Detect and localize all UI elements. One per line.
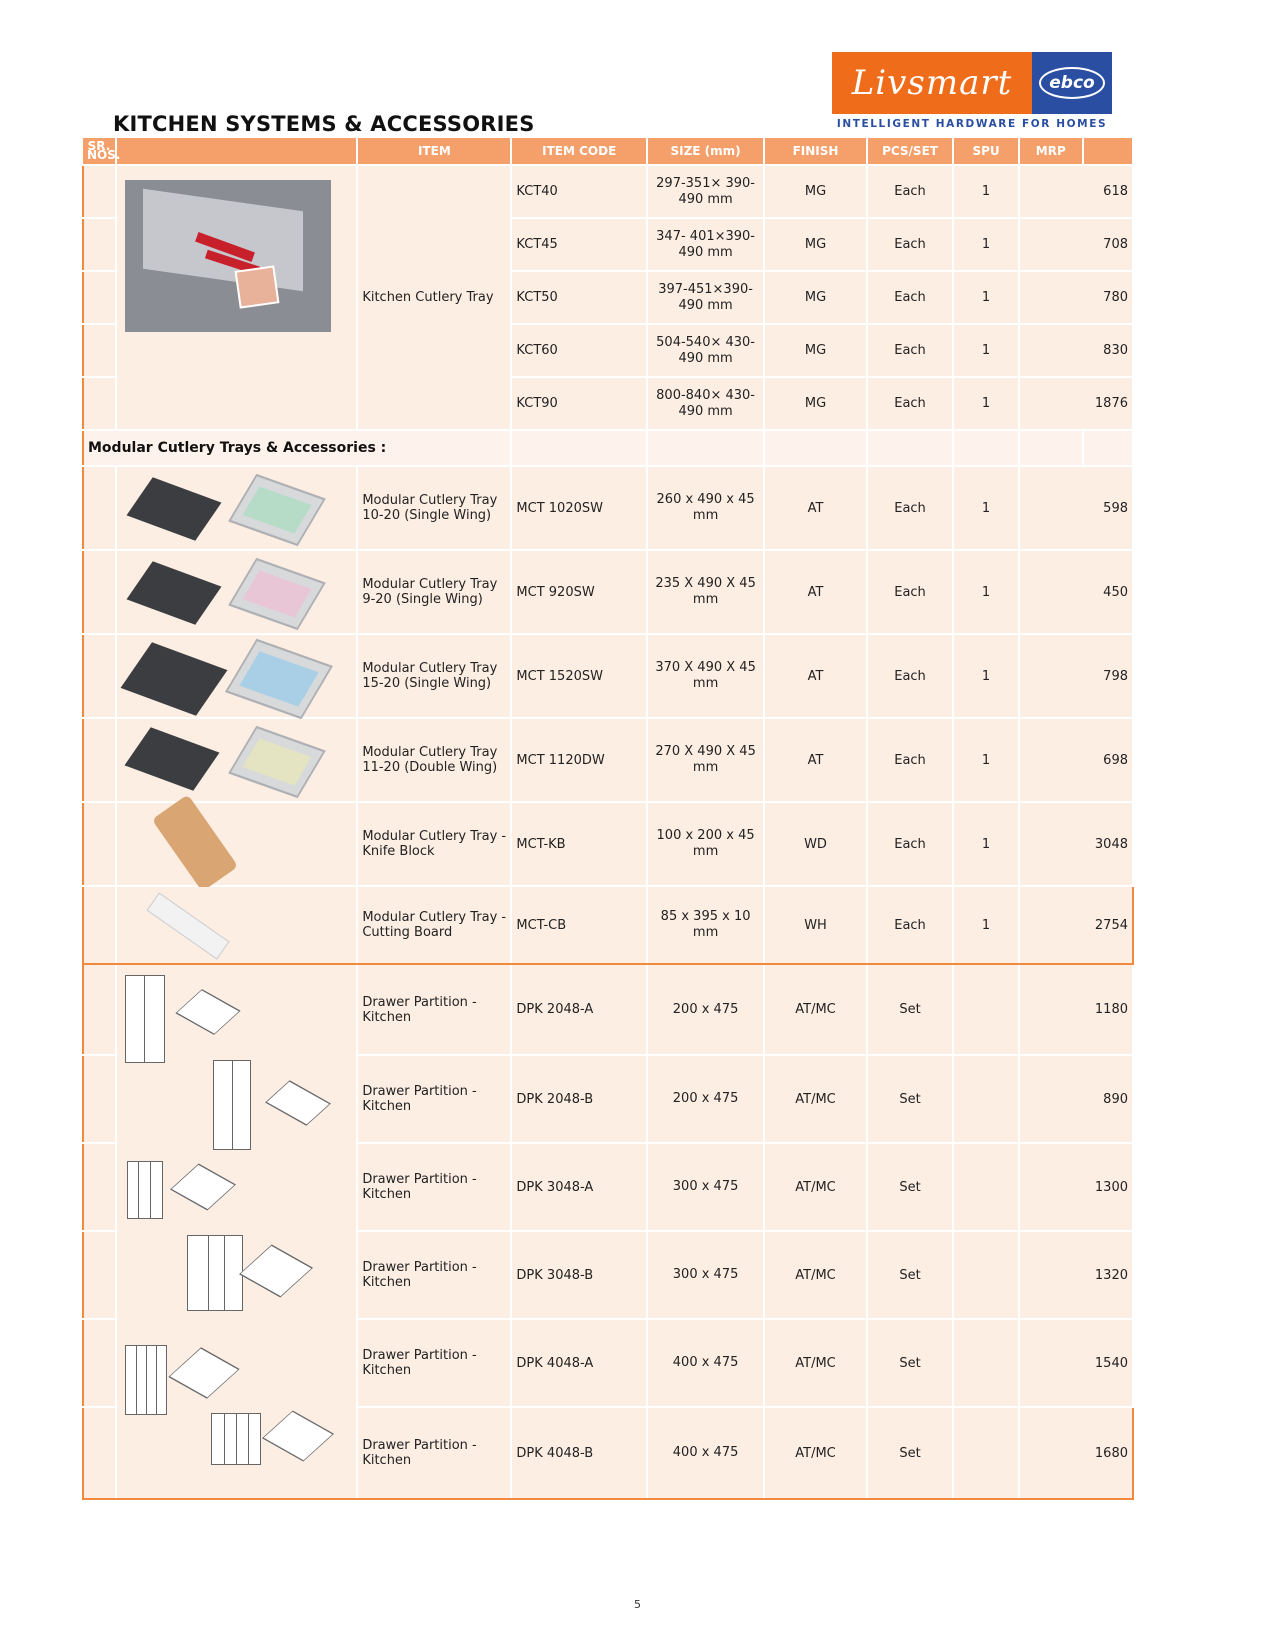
product-image-cell — [116, 550, 357, 634]
item-code: DPK 3048-A — [511, 1143, 647, 1231]
item-name: Modular Cutlery Tray 15-20 (Single Wing) — [357, 634, 511, 718]
item-name: Drawer Partition - Kitchen — [357, 1055, 511, 1143]
sr-cell — [83, 634, 116, 718]
item-name: Drawer Partition - Kitchen — [357, 1407, 511, 1499]
header-size: SIZE (mm) — [647, 138, 764, 165]
item-mrp: 598 — [1019, 466, 1133, 550]
knife-block-image — [152, 794, 239, 891]
item-spu — [953, 1143, 1019, 1231]
item-pcs: Each — [867, 271, 953, 324]
item-size: 300 x 475 — [647, 1231, 764, 1319]
item-name: Modular Cutlery Tray - Cutting Board — [357, 886, 511, 964]
item-spu: 1 — [953, 324, 1019, 377]
item-finish: WD — [764, 802, 867, 886]
item-finish: MG — [764, 218, 867, 271]
item-size: 200 x 475 — [647, 964, 764, 1055]
item-mrp: 450 — [1019, 550, 1133, 634]
item-name: Drawer Partition - Kitchen — [357, 1231, 511, 1319]
item-mrp: 2754 — [1019, 886, 1133, 964]
product-image-cell — [116, 718, 357, 802]
item-code: DPK 2048-A — [511, 964, 647, 1055]
item-finish: AT/MC — [764, 1143, 867, 1231]
item-size: 400 x 475 — [647, 1407, 764, 1499]
item-spu: 1 — [953, 271, 1019, 324]
sr-cell — [83, 550, 116, 634]
item-spu: 1 — [953, 802, 1019, 886]
item-pcs: Each — [867, 802, 953, 886]
partition-drawing — [187, 1235, 243, 1311]
dark-tray-image — [126, 477, 221, 540]
item-code: MCT-KB — [511, 802, 647, 886]
item-pcs: Each — [867, 165, 953, 218]
item-code: KCT90 — [511, 377, 647, 430]
item-size: 370 X 490 X 45 mm — [647, 634, 764, 718]
item-size: 100 x 200 x 45 mm — [647, 802, 764, 886]
ebco-logo-text: ebco — [1039, 67, 1104, 99]
sr-cell — [83, 718, 116, 802]
table-row — [83, 165, 1133, 218]
item-pcs: Set — [867, 1319, 953, 1407]
item-mrp: 780 — [1019, 271, 1133, 324]
cutlery-tray-photo — [125, 180, 331, 332]
header-pcs-set: PCS/SET — [867, 138, 953, 165]
item-pcs: Each — [867, 324, 953, 377]
item-pcs: Set — [867, 964, 953, 1055]
item-size: 200 x 475 — [647, 1055, 764, 1143]
item-pcs: Each — [867, 886, 953, 964]
header-mrp: MRP — [1019, 138, 1083, 165]
item-mrp: 890 — [1019, 1055, 1133, 1143]
item-size: 235 X 490 X 45 mm — [647, 550, 764, 634]
table-row — [83, 634, 1133, 718]
item-spu: 1 — [953, 718, 1019, 802]
table-header-row — [83, 138, 1133, 165]
item-spu: 1 — [953, 165, 1019, 218]
blank-cell — [1083, 430, 1133, 466]
item-mrp: 698 — [1019, 718, 1133, 802]
item-name: Modular Cutlery Tray 11-20 (Double Wing) — [357, 718, 511, 802]
sr-cell — [83, 1231, 116, 1319]
item-name: Modular Cutlery Tray 10-20 (Single Wing) — [357, 466, 511, 550]
item-finish: AT/MC — [764, 1319, 867, 1407]
product-image-cell — [116, 165, 357, 430]
item-mrp: 830 — [1019, 324, 1133, 377]
sr-cell — [83, 964, 116, 1055]
item-finish: AT/MC — [764, 1055, 867, 1143]
partition-iso — [262, 1410, 334, 1461]
sr-cell — [83, 1055, 116, 1143]
item-size: 397-451×390-490 mm — [647, 271, 764, 324]
item-spu — [953, 1407, 1019, 1499]
item-code: KCT50 — [511, 271, 647, 324]
sr-cell — [83, 886, 116, 964]
item-pcs: Each — [867, 466, 953, 550]
sr-cell — [83, 218, 116, 271]
item-spu — [953, 964, 1019, 1055]
dark-tray-image — [120, 642, 227, 715]
item-pcs: Set — [867, 1055, 953, 1143]
product-image-cell — [116, 886, 357, 964]
blank-cell — [953, 430, 1019, 466]
blank-cell — [1019, 430, 1083, 466]
partition-drawing — [125, 1345, 167, 1415]
item-mrp: 708 — [1019, 218, 1133, 271]
item-code: DPK 2048-B — [511, 1055, 647, 1143]
item-finish: AT/MC — [764, 1231, 867, 1319]
sr-cell — [83, 1319, 116, 1407]
item-spu: 1 — [953, 886, 1019, 964]
item-size: 400 x 475 — [647, 1319, 764, 1407]
blank-cell — [511, 430, 647, 466]
item-mrp: 1876 — [1019, 377, 1133, 430]
item-pcs: Set — [867, 1231, 953, 1319]
partition-iso — [239, 1245, 313, 1298]
item-code: MCT-CB — [511, 886, 647, 964]
item-finish: AT/MC — [764, 1407, 867, 1499]
partition-drawing — [125, 975, 165, 1063]
item-finish: MG — [764, 324, 867, 377]
item-code: KCT60 — [511, 324, 647, 377]
item-finish: AT/MC — [764, 964, 867, 1055]
header-spu: SPU — [953, 138, 1019, 165]
sr-cell — [83, 165, 116, 218]
cutting-board-image — [146, 892, 229, 959]
item-pcs: Each — [867, 377, 953, 430]
table-row — [83, 964, 1133, 1055]
header-item: ITEM — [357, 138, 511, 165]
dark-tray-image — [124, 727, 219, 790]
item-spu — [953, 1055, 1019, 1143]
item-code: DPK 3048-B — [511, 1231, 647, 1319]
item-pcs: Each — [867, 718, 953, 802]
item-size: 504-540× 430-490 mm — [647, 324, 764, 377]
item-size: 800-840× 430-490 mm — [647, 377, 764, 430]
section-heading: Modular Cutlery Trays & Accessories : — [83, 430, 511, 466]
item-finish: WH — [764, 886, 867, 964]
partition-iso — [170, 1164, 236, 1211]
table-row — [83, 550, 1133, 634]
item-code: DPK 4048-A — [511, 1319, 647, 1407]
item-finish: AT — [764, 634, 867, 718]
sr-cell — [83, 466, 116, 550]
item-size: 85 x 395 x 10 mm — [647, 886, 764, 964]
header-finish: FINISH — [764, 138, 867, 165]
item-spu — [953, 1231, 1019, 1319]
item-spu: 1 — [953, 466, 1019, 550]
partition-drawing — [211, 1413, 261, 1465]
item-finish: AT — [764, 550, 867, 634]
sr-cell — [83, 802, 116, 886]
item-name: Drawer Partition - Kitchen — [357, 1143, 511, 1231]
item-name: Modular Cutlery Tray 9-20 (Single Wing) — [357, 550, 511, 634]
item-mrp: 1300 — [1019, 1143, 1133, 1231]
partition-iso — [168, 1347, 239, 1398]
item-mrp: 3048 — [1019, 802, 1133, 886]
item-mrp: 618 — [1019, 165, 1133, 218]
item-spu — [953, 1319, 1019, 1407]
item-pcs: Set — [867, 1407, 953, 1499]
sr-cell — [83, 324, 116, 377]
item-mrp: 1680 — [1019, 1407, 1133, 1499]
item-mrp: 798 — [1019, 634, 1133, 718]
light-tray-image — [228, 558, 326, 630]
item-finish: MG — [764, 165, 867, 218]
header-image — [116, 138, 357, 165]
item-code: MCT 1520SW — [511, 634, 647, 718]
ebco-logo — [1032, 52, 1112, 114]
light-tray-image — [228, 726, 326, 798]
item-size: 347- 401×390-490 mm — [647, 218, 764, 271]
item-spu: 1 — [953, 218, 1019, 271]
blank-cell — [867, 430, 953, 466]
sr-cell — [83, 271, 116, 324]
section-row — [83, 430, 1133, 466]
livsmart-logo: Livsmart — [832, 52, 1032, 114]
light-tray-image — [228, 474, 326, 546]
sr-cell — [83, 1407, 116, 1499]
sr-cell — [83, 377, 116, 430]
item-size: 260 x 490 x 45 mm — [647, 466, 764, 550]
product-image-cell — [116, 634, 357, 718]
item-finish: AT — [764, 718, 867, 802]
product-image-cell — [116, 466, 357, 550]
item-name: Drawer Partition - Kitchen — [357, 964, 511, 1055]
item-size: 297-351× 390-490 mm — [647, 165, 764, 218]
drawer-partition-drawings — [116, 964, 357, 1499]
page-title: KITCHEN SYSTEMS & ACCESSORIES — [113, 112, 535, 136]
table-row — [83, 886, 1133, 964]
item-name: Modular Cutlery Tray - Knife Block — [357, 802, 511, 886]
item-spu: 1 — [953, 634, 1019, 718]
product-image-cell — [116, 802, 357, 886]
blank-cell — [764, 430, 867, 466]
header-item-code: ITEM CODE — [511, 138, 647, 165]
light-tray-image — [225, 639, 333, 719]
partition-iso — [175, 989, 240, 1035]
item-size: 300 x 475 — [647, 1143, 764, 1231]
item-code: MCT 920SW — [511, 550, 647, 634]
header-blank — [1083, 138, 1133, 165]
page-number: 5 — [634, 1598, 641, 1611]
item-finish: MG — [764, 377, 867, 430]
item-pcs: Each — [867, 218, 953, 271]
item-spu: 1 — [953, 550, 1019, 634]
item-pcs: Each — [867, 550, 953, 634]
item-name: Drawer Partition - Kitchen — [357, 1319, 511, 1407]
dark-tray-image — [126, 561, 221, 624]
price-table — [82, 138, 1134, 1500]
table-row — [83, 802, 1133, 886]
item-pcs: Set — [867, 1143, 953, 1231]
sr-cell — [83, 1143, 116, 1231]
item-mrp: 1540 — [1019, 1319, 1133, 1407]
item-code: MCT 1120DW — [511, 718, 647, 802]
item-pcs: Each — [867, 634, 953, 718]
header-sr: SR. NOS. — [83, 138, 116, 165]
item-mrp: 1320 — [1019, 1231, 1133, 1319]
table-row — [83, 466, 1133, 550]
brand-logo — [832, 52, 1112, 132]
partition-iso — [265, 1080, 331, 1125]
partition-drawing — [213, 1060, 251, 1150]
blank-cell — [647, 430, 764, 466]
item-code: DPK 4048-B — [511, 1407, 647, 1499]
partition-drawing — [127, 1161, 163, 1219]
item-mrp: 1180 — [1019, 964, 1133, 1055]
item-spu: 1 — [953, 377, 1019, 430]
item-finish: AT — [764, 466, 867, 550]
table-row — [83, 718, 1133, 802]
item-code: MCT 1020SW — [511, 466, 647, 550]
item-name: Kitchen Cutlery Tray — [357, 165, 511, 430]
item-size: 270 X 490 X 45 mm — [647, 718, 764, 802]
logo-tagline: INTELLIGENT HARDWARE FOR HOMES — [836, 118, 1108, 130]
item-finish: MG — [764, 271, 867, 324]
item-code: KCT40 — [511, 165, 647, 218]
item-code: KCT45 — [511, 218, 647, 271]
